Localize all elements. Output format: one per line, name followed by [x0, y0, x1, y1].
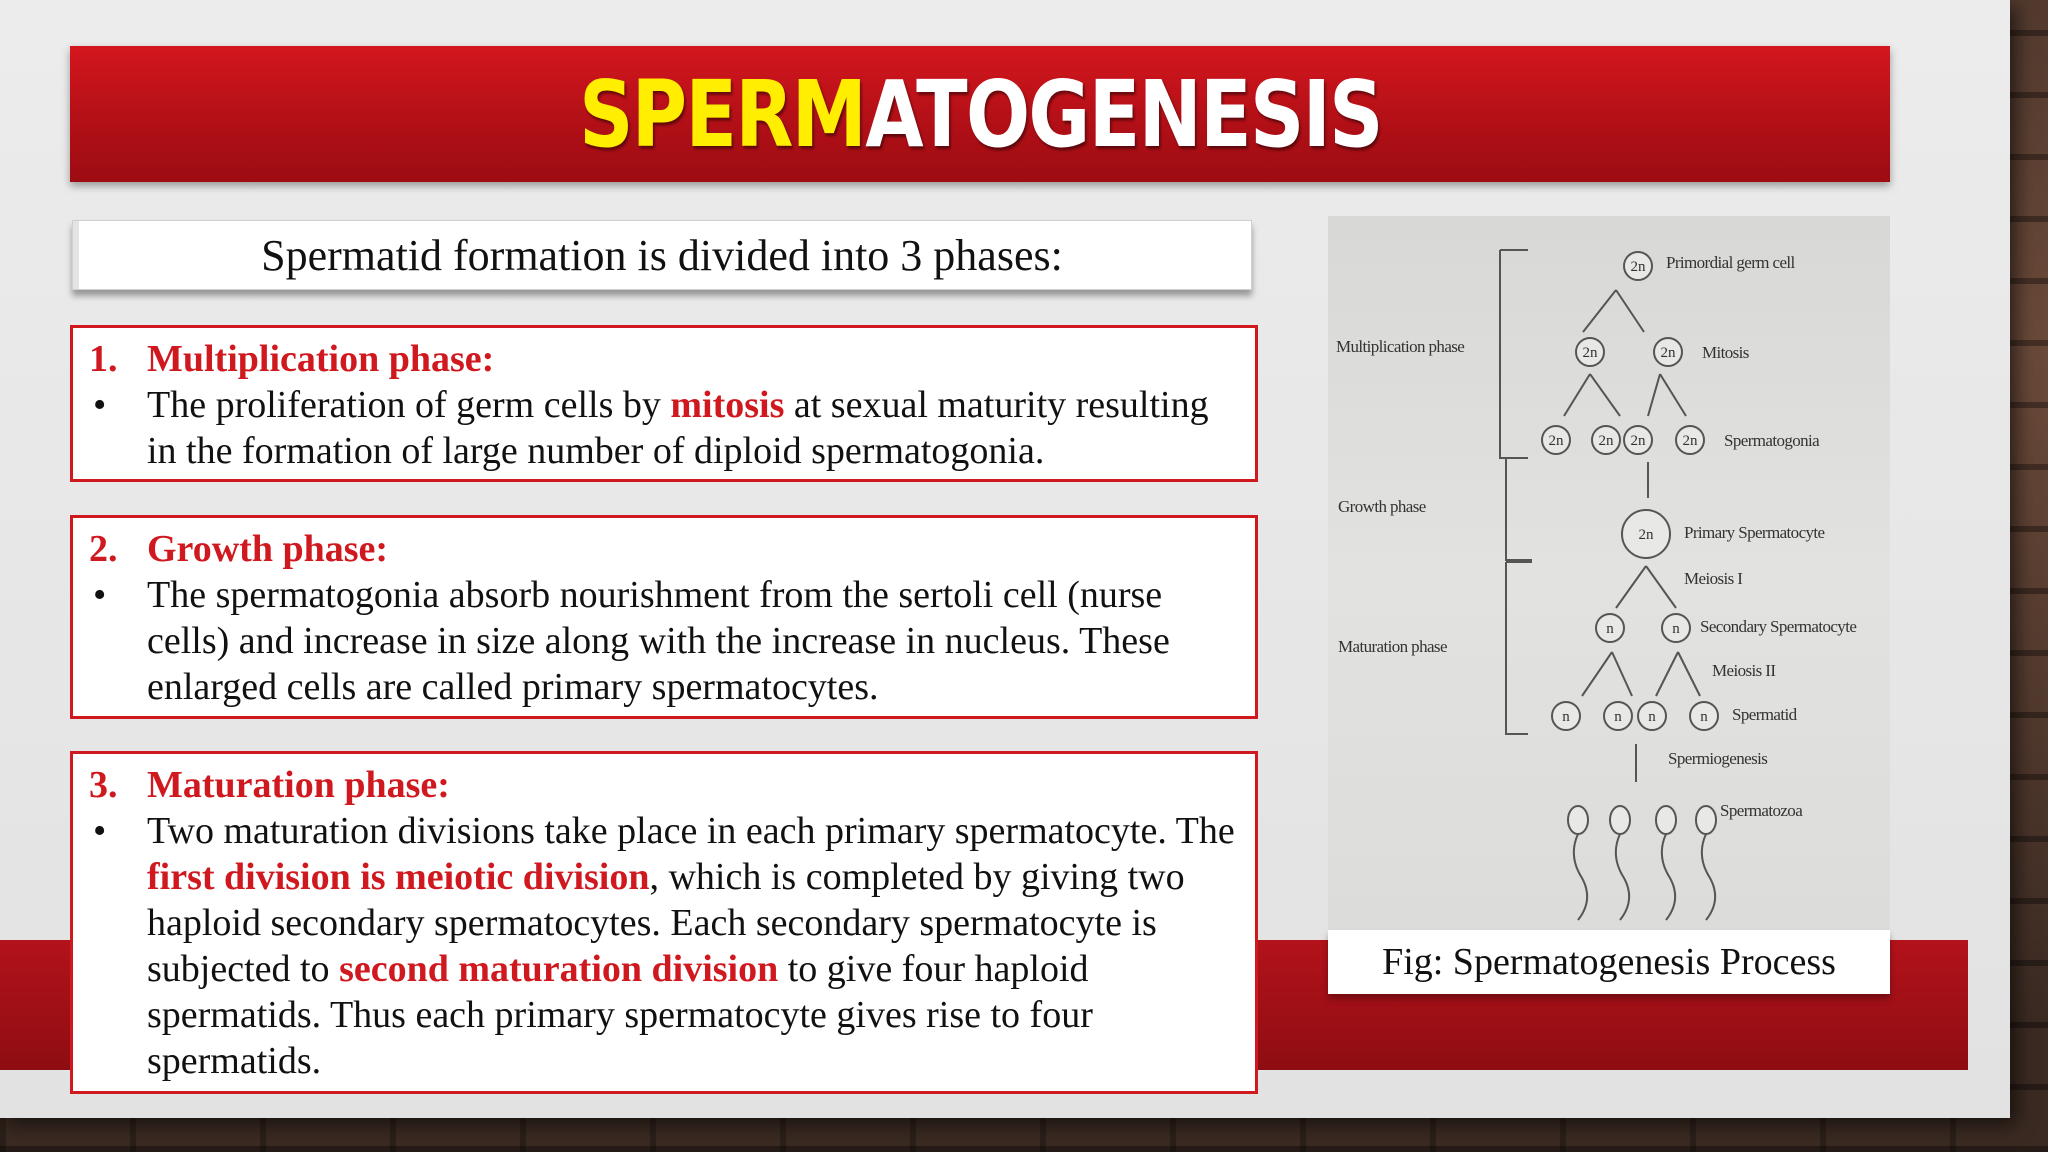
phase-description: [147, 382, 1235, 474]
figure-caption: [1328, 930, 1890, 994]
text-segment: at sexual maturity resulting in the formation of large number of diploid spermatogonia.: [147, 384, 1209, 472]
phase-heading: [89, 336, 1235, 382]
phase-bullet: [89, 382, 1235, 474]
sperm-head-4: [1696, 806, 1716, 834]
phase-number: 3.: [89, 764, 118, 806]
caption-text: Fig: Spermatogenesis Process: [1382, 941, 1836, 983]
highlight-text: second maturation division: [339, 948, 779, 990]
stage-label: Mitosis: [1702, 343, 1749, 362]
text-segment: Two maturation divisions take place in each primary spermatocyte. The: [147, 810, 1235, 852]
phase-bullet: [89, 808, 1235, 1084]
cell-label: n: [1606, 621, 1614, 637]
stage-label: Spermatid: [1732, 705, 1797, 724]
cell-label: 2n: [1630, 259, 1646, 275]
text-segment: , which is completed by giving two haploid secondary spermatocytes. Each secondary spermatocyte is subjected to: [147, 856, 1185, 990]
diagram-svg: [1328, 216, 1890, 936]
phase-number: 2.: [89, 528, 118, 570]
phase-title: Growth phase:: [147, 528, 389, 570]
cell-label: n: [1614, 709, 1622, 725]
bracket-growth: [1506, 458, 1532, 560]
phase-label: Multiplication phase: [1336, 337, 1465, 356]
stage-label: Primary Spermatocyte: [1684, 523, 1825, 542]
phase-description: The spermatogonia absorb nourishment from the sertoli cell (nurse cells) and increase in size along with the increase in nucleus. These enlarged cells are called primary spermatocytes.: [147, 574, 1170, 708]
phase-heading: [89, 762, 1235, 808]
intro-box: [72, 220, 1252, 290]
phase-title: Maturation phase:: [147, 764, 450, 806]
cell-label: n: [1672, 621, 1680, 637]
sperm-head-3: [1656, 806, 1676, 834]
bullet-icon: •: [93, 384, 107, 426]
cell-label: 2n: [1582, 345, 1598, 361]
phase-label: Maturation phase: [1338, 637, 1447, 656]
cell-label: n: [1562, 709, 1570, 725]
stage-label: Meiosis II: [1712, 661, 1776, 680]
phase-box-maturation: [70, 751, 1258, 1094]
phase-heading: [89, 526, 1235, 572]
cell-label: 2n: [1682, 433, 1698, 449]
phase-box-growth: [70, 515, 1258, 719]
sperm-head-2: [1610, 806, 1630, 834]
cell-label: 2n: [1598, 433, 1614, 449]
cell-label: n: [1700, 709, 1708, 725]
phase-title: Multiplication phase:: [147, 338, 495, 380]
title-rest: ATOGENESIS: [864, 60, 1382, 168]
bracket-maturation: [1506, 562, 1532, 734]
stage-label: Meiosis I: [1684, 569, 1743, 588]
stage-label: Spermatogonia: [1724, 431, 1820, 450]
stage-label: Spermatozoa: [1720, 801, 1803, 820]
bullet-icon: •: [93, 574, 107, 616]
stage-label: Spermiogenesis: [1668, 749, 1768, 768]
stage-label: Secondary Spermatocyte: [1700, 617, 1857, 636]
cell-label: 2n: [1548, 433, 1564, 449]
stage-label: Primordial germ cell: [1666, 253, 1795, 272]
cell-label: 2n: [1660, 345, 1676, 361]
cell-label: n: [1648, 709, 1656, 725]
phase-label: Growth phase: [1338, 497, 1426, 516]
text-segment: to give four haploid spermatids. Thus each primary spermatocyte gives rise to four spermatids.: [147, 948, 1093, 1082]
phase-description: [147, 808, 1235, 1084]
bracket-multiplication: [1500, 250, 1528, 458]
title-bar: [70, 46, 1890, 182]
cell-label: 2n: [1638, 527, 1654, 543]
phase-bullet: [89, 572, 1235, 710]
highlight-text: mitosis: [670, 384, 785, 426]
sperm-head-1: [1568, 806, 1588, 834]
phase-box-multiplication: [70, 325, 1258, 482]
bullet-icon: •: [93, 810, 107, 852]
highlight-text: first division is meiotic division: [147, 856, 650, 898]
slide-title: [579, 61, 1382, 168]
title-highlight: SPERM: [578, 60, 865, 168]
cell-label: 2n: [1630, 433, 1646, 449]
figure-spermatogenesis-diagram: [1328, 216, 1890, 936]
intro-text: Spermatid formation is divided into 3 phases:: [261, 230, 1063, 280]
phase-number: 1.: [89, 338, 118, 380]
text-segment: The proliferation of germ cells by: [147, 384, 671, 426]
